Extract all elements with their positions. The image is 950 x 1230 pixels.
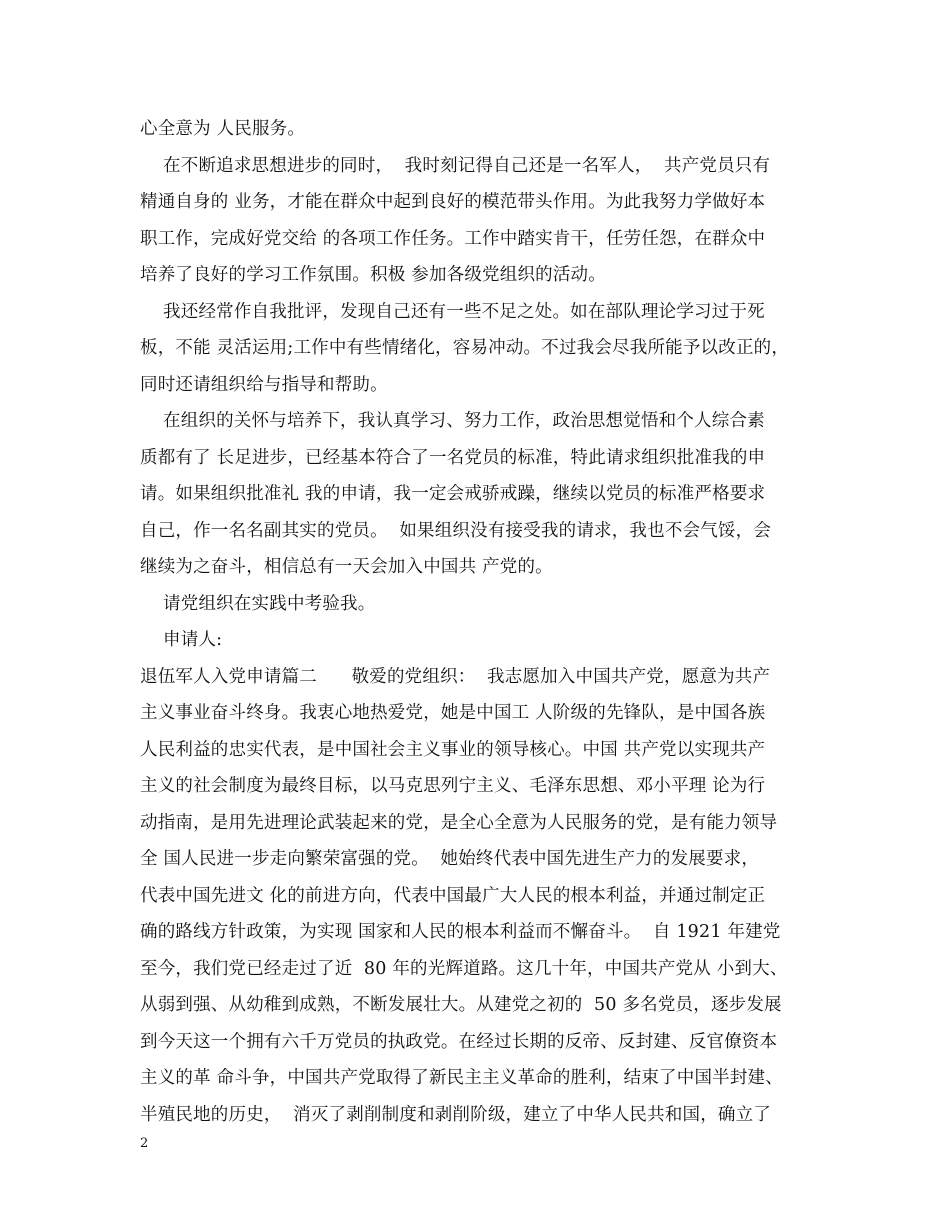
text-line: 自己，作一名名副其实的党员。 如果组织没有接受我的请求，我也不会气馁，会 <box>140 521 772 541</box>
text-line: 继续为之奋斗，相信总有一天会加入中国共 产党的。 <box>140 557 553 577</box>
text-line: 我还经常作自我批评，发现自己还有一些不足之处。如在部队理论学习过于死 <box>140 302 765 322</box>
text-line: 主义事业奋斗终身。我衷心地热爱党，她是中国工 人阶级的先锋队，是中国各族 <box>140 703 766 723</box>
text-line: 同时还请组织给与指导和帮助。 <box>140 375 388 395</box>
text-line: 确的路线方针政策，为实现 国家和人民的根本利益而不懈奋斗。 自 1921 年建党 <box>140 922 781 942</box>
text-line: 至今，我们党已经走过了近 80 年的光辉道路。这几十年，中国共产党从 小到大、 <box>140 959 788 979</box>
text-line: 半殖民地的历史， 消灭了剥削制度和剥削阶级，建立了中华人民共和国，确立了 <box>140 1105 772 1125</box>
text-line: 在组织的关怀与培养下，我认真学习、努力工作，政治思想觉悟和个人综合素 <box>140 411 765 431</box>
text-line: 质都有了 长足进步，已经基本符合了一名党员的标准，特此请求组织批准我的申 <box>140 448 766 468</box>
text-line: 动指南，是用先进理论武装起来的党，是全心全意为人民服务的党，是有能力领导 <box>140 813 778 833</box>
page-number: 2 <box>140 1136 149 1151</box>
text-line: 培养了良好的学习工作氛围。积极 参加各级党组织的活动。 <box>140 265 606 285</box>
text-line: 请。如果组织批准礼 我的申请，我一定会戒骄戒躁，继续以党员的标准严格要求 <box>140 484 766 504</box>
text-line: 请党组织在实践中考验我。 <box>140 594 376 614</box>
text-line: 在不断追求思想进步的同时， 我时刻记得自己还是一名军人， 共产党员只有 <box>140 156 771 176</box>
text-line: 全 国人民进一步走向繁荣富强的党。 她始终代表中国先进生产力的发展要求， <box>140 849 760 869</box>
text-line: 主义的革 命斗争，中国共产党取得了新民主主义革命的胜利，结束了中国半封建、 <box>140 1068 783 1088</box>
text-line: 代表中国先进文 化的前进方向，代表中国最广大人民的根本利益，并通过制定正 <box>140 886 766 906</box>
text-line: 到今天这一个拥有六千万党员的执政党。在经过长期的反帝、反封建、反官僚资本 <box>140 1032 778 1052</box>
text-line: 主义的社会制度为最终目标，以马克思列宁主义、毛泽东思想、邓小平理 论为行 <box>140 776 766 796</box>
text-line: 板，不能 灵活运用;工作中有些情绪化，容易冲动。不过我会尽我所能予以改正的， <box>140 338 790 358</box>
text-line: 退伍军人入党申请篇二 敬爱的党组织： 我志愿加入中国共产党，愿意为共产 <box>140 667 771 687</box>
text-line: 从弱到强、从幼稚到成熟，不断发展壮大。从建党之初的 50 多名党员，逐步发展 <box>140 995 782 1015</box>
text-line: 精通自身的 业务，才能在群众中起到良好的模范带头作用。为此我努力学做好本 <box>140 192 766 212</box>
text-line: 人民利益的忠实代表，是中国社会主义事业的领导核心。中国 共产党以实现共产 <box>140 740 766 760</box>
text-line: 申请人: <box>140 630 223 650</box>
text-line: 职工作，完成好党交给 的各项工作任务。工作中踏实肯干，任劳任怨，在群众中 <box>140 229 766 249</box>
text-line: 心全意为 人民服务。 <box>140 119 306 139</box>
